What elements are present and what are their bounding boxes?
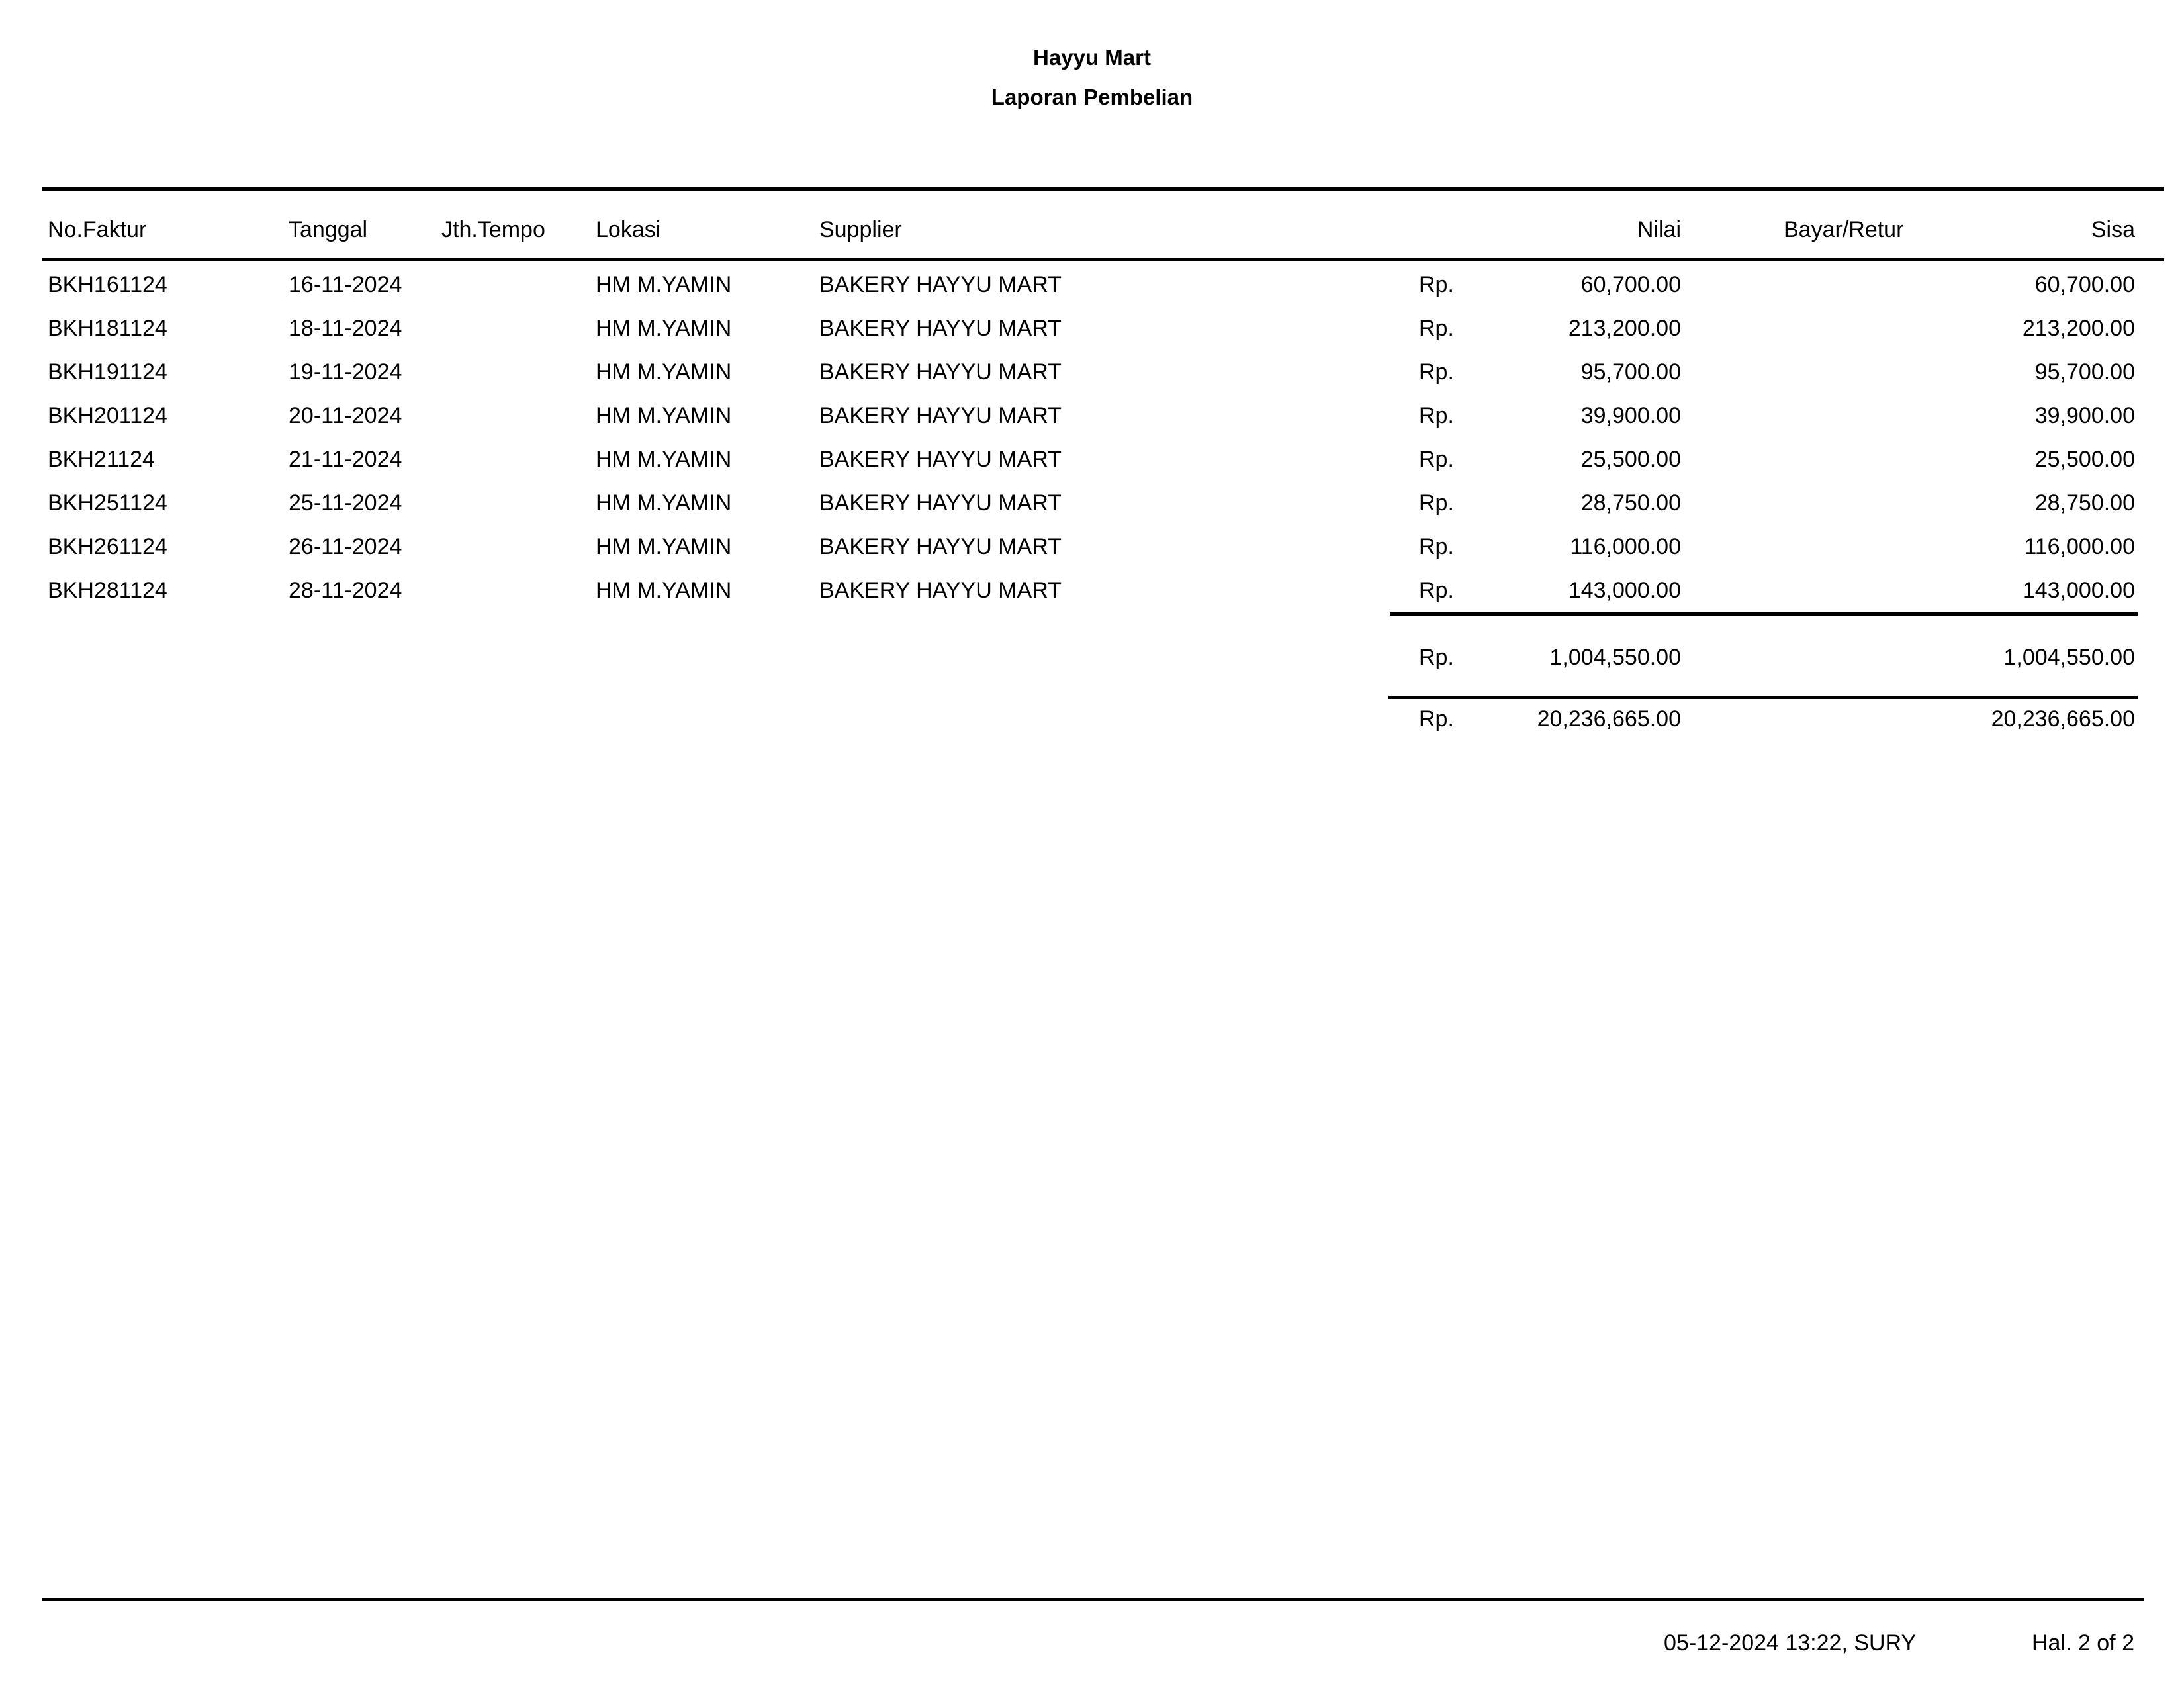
cell-lokasi: HM M.YAMIN: [596, 316, 732, 341]
cell-tanggal: 20-11-2024: [289, 403, 402, 428]
grand-total-sisa: 20,236,665.00: [1991, 706, 2135, 731]
cell-lokasi: HM M.YAMIN: [596, 578, 732, 603]
cell-no-faktur: BKH181124: [48, 316, 167, 341]
cell-no-faktur: BKH201124: [48, 403, 167, 428]
cell-no-faktur: BKH281124: [48, 578, 167, 603]
header-tanggal: Tanggal: [289, 217, 368, 242]
cell-sisa: 95,700.00: [2034, 359, 2135, 385]
cell-supplier: BAKERY HAYYU MART: [819, 491, 1062, 516]
subtotal-sisa: 1,004,550.00: [2003, 645, 2135, 670]
report-title: Laporan Pembelian: [991, 85, 1193, 109]
cell-supplier: BAKERY HAYYU MART: [819, 272, 1062, 297]
cell-supplier: BAKERY HAYYU MART: [819, 534, 1062, 559]
cell-lokasi: HM M.YAMIN: [596, 447, 732, 472]
cell-tanggal: 16-11-2024: [289, 272, 402, 297]
cell-tanggal: 19-11-2024: [289, 359, 402, 385]
cell-nilai: 28,750.00: [1580, 491, 1681, 516]
cell-supplier: BAKERY HAYYU MART: [819, 578, 1062, 603]
header-nilai: Nilai: [1637, 217, 1681, 242]
header-supplier: Supplier: [819, 217, 902, 242]
header-bayar-retur: Bayar/Retur: [1784, 217, 1904, 242]
cell-sisa: 25,500.00: [2034, 447, 2135, 472]
cell-currency: Rp.: [1419, 272, 1454, 297]
cell-currency: Rp.: [1419, 491, 1454, 516]
cell-currency: Rp.: [1419, 316, 1454, 341]
subtotal-nilai: 1,004,550.00: [1549, 645, 1681, 670]
page-number: Hal. 2 of 2: [2032, 1630, 2134, 1656]
grand-total-rule: [1388, 696, 2138, 699]
footer-rule: [42, 1598, 2144, 1601]
cell-no-faktur: BKH191124: [48, 359, 167, 385]
cell-tanggal: 21-11-2024: [289, 447, 402, 472]
cell-supplier: BAKERY HAYYU MART: [819, 403, 1062, 428]
cell-no-faktur: BKH261124: [48, 534, 167, 559]
cell-sisa: 39,900.00: [2034, 403, 2135, 428]
cell-sisa: 143,000.00: [2022, 578, 2135, 603]
cell-lokasi: HM M.YAMIN: [596, 272, 732, 297]
cell-sisa: 213,200.00: [2022, 316, 2135, 341]
table-top-rule: [42, 187, 2164, 191]
cell-currency: Rp.: [1419, 403, 1454, 428]
cell-nilai: 116,000.00: [1570, 534, 1681, 559]
cell-currency: Rp.: [1419, 447, 1454, 472]
cell-supplier: BAKERY HAYYU MART: [819, 316, 1062, 341]
cell-currency: Rp.: [1419, 534, 1454, 559]
cell-nilai: 95,700.00: [1580, 359, 1681, 385]
cell-tanggal: 28-11-2024: [289, 578, 402, 603]
cell-supplier: BAKERY HAYYU MART: [819, 447, 1062, 472]
cell-no-faktur: BKH251124: [48, 491, 167, 516]
cell-currency: Rp.: [1419, 359, 1454, 385]
subtotal-rule: [1390, 612, 2138, 616]
header-bottom-rule: [42, 258, 2164, 261]
cell-lokasi: HM M.YAMIN: [596, 491, 732, 516]
cell-tanggal: 25-11-2024: [289, 491, 402, 516]
cell-nilai: 25,500.00: [1580, 447, 1681, 472]
cell-tanggal: 26-11-2024: [289, 534, 402, 559]
cell-supplier: BAKERY HAYYU MART: [819, 359, 1062, 385]
header-no-faktur: No.Faktur: [48, 217, 147, 242]
cell-no-faktur: BKH161124: [48, 272, 167, 297]
cell-sisa: 116,000.00: [2024, 534, 2135, 559]
cell-lokasi: HM M.YAMIN: [596, 403, 732, 428]
cell-lokasi: HM M.YAMIN: [596, 359, 732, 385]
cell-currency: Rp.: [1419, 578, 1454, 603]
print-timestamp: 05-12-2024 13:22, SURY: [1664, 1630, 1917, 1656]
header-lokasi: Lokasi: [596, 217, 661, 242]
grand-total-nilai: 20,236,665.00: [1537, 706, 1681, 731]
cell-sisa: 60,700.00: [2034, 272, 2135, 297]
cell-nilai: 39,900.00: [1580, 403, 1681, 428]
cell-sisa: 28,750.00: [2034, 491, 2135, 516]
header-jth-tempo: Jth.Tempo: [441, 217, 545, 242]
cell-nilai: 60,700.00: [1580, 272, 1681, 297]
subtotal-currency: Rp.: [1419, 645, 1454, 670]
grand-total-currency: Rp.: [1419, 706, 1454, 731]
cell-no-faktur: BKH21124: [48, 447, 155, 472]
cell-tanggal: 18-11-2024: [289, 316, 402, 341]
cell-lokasi: HM M.YAMIN: [596, 534, 732, 559]
cell-nilai: 143,000.00: [1568, 578, 1681, 603]
header-sisa: Sisa: [2091, 217, 2135, 242]
cell-nilai: 213,200.00: [1568, 316, 1681, 341]
company-name: Hayyu Mart: [1033, 45, 1151, 70]
